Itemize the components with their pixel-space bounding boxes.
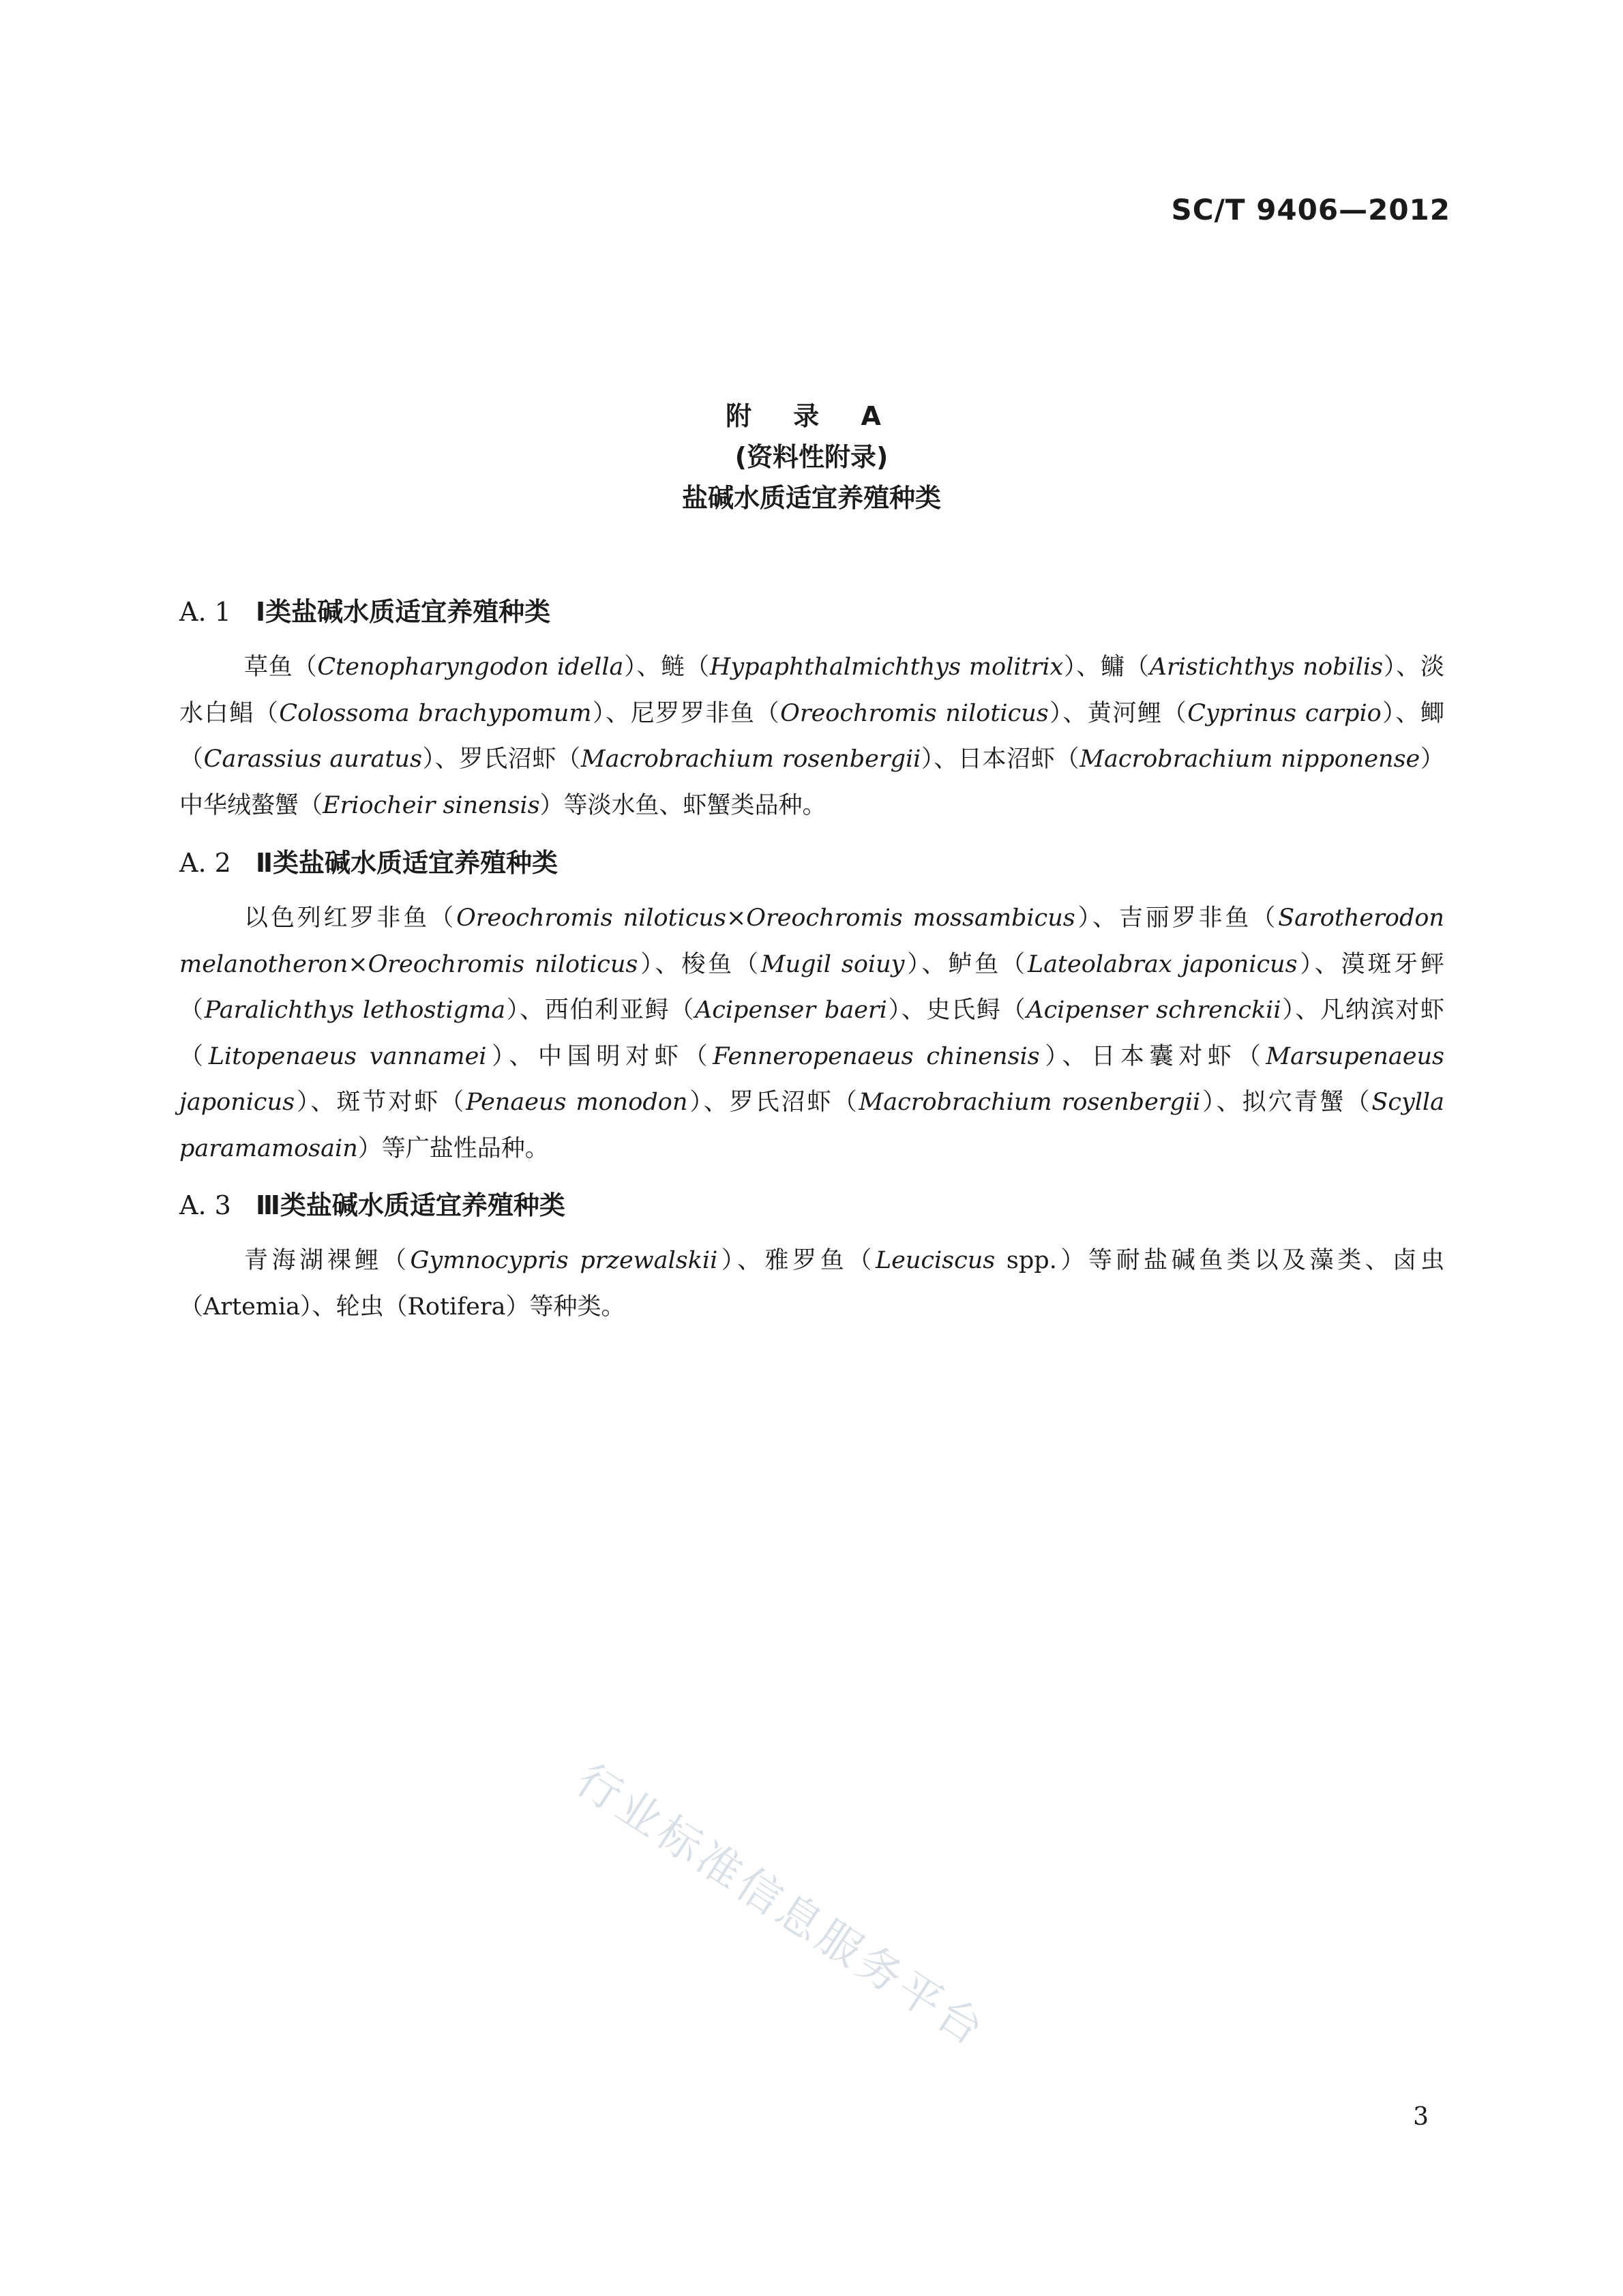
- scientific-name: Ctenopharyngodon idella: [317, 653, 624, 681]
- section-number: A. 2: [179, 848, 231, 878]
- standard-code: SC/T 9406—2012: [1171, 193, 1450, 226]
- body-text: ）、鲈鱼（: [904, 950, 1028, 978]
- scientific-name: Acipenser baeri: [694, 997, 887, 1024]
- scientific-name: Carassius auratus: [203, 746, 422, 773]
- body-text: ×: [726, 904, 747, 932]
- body-text: ）、日本囊对虾（: [1039, 1042, 1266, 1070]
- section-number: A. 1: [179, 597, 231, 627]
- body-text: ）中华绒螯蟹（: [179, 746, 1444, 819]
- annex-name: 盐碱水质适宜养殖种类: [681, 483, 941, 513]
- watermark: 行业标准信息服务平台: [567, 1754, 995, 2057]
- body-text: ）、拟穴青蟹（: [1200, 1089, 1372, 1116]
- body-text: ）等淡水鱼、虾蟹类品种。: [539, 791, 827, 819]
- body-text: ）、鲫（: [179, 699, 1444, 773]
- body-text: 草鱼（: [244, 653, 318, 681]
- section-body: [179, 1238, 1444, 1330]
- body-text: ）、鳙（: [1063, 653, 1150, 681]
- body-text: ）、漠斑牙鲆（: [179, 950, 1444, 1024]
- section-number: A. 3: [179, 1190, 231, 1220]
- body-text: ）、梭鱼（: [638, 950, 761, 978]
- body-text: ）、日本沼虾（: [921, 746, 1080, 773]
- scientific-name: Paralichthys lethostigma: [204, 997, 506, 1024]
- scientific-name: Colossoma brachypomum: [279, 699, 592, 727]
- section-heading: [179, 591, 1444, 632]
- scientific-name: Penaeus monodon: [466, 1089, 688, 1116]
- scientific-name: Oreochromis niloticus: [780, 699, 1049, 727]
- section-heading: [179, 1185, 1444, 1226]
- body-text: ×: [348, 950, 368, 978]
- body-text: ）、罗氏沼虾（: [421, 746, 581, 773]
- section-title: Ⅱ类盐碱水质适宜养殖种类: [256, 848, 559, 878]
- scientific-name: Oreochromis niloticus: [368, 950, 638, 978]
- scientific-name: Hypaphthalmichthys molitrix: [709, 653, 1064, 681]
- body-text: 以色列红罗非鱼（: [244, 904, 457, 932]
- scientific-name: Sarotherodon melanotheron: [179, 904, 1444, 978]
- body-text: ）、鲢（: [623, 653, 710, 681]
- section-a2: [179, 842, 1444, 1172]
- section-title: Ⅰ类盐碱水质适宜养殖种类: [256, 597, 551, 627]
- body-text: ）、雅罗鱼（: [717, 1247, 876, 1274]
- section-body: [179, 896, 1444, 1172]
- scientific-name: Fenneropenaeus chinensis: [713, 1042, 1040, 1070]
- scientific-name: Macrobrachium nipponense: [1079, 746, 1420, 773]
- scientific-name: Mugil soiuy: [760, 950, 905, 978]
- body-text: ）、西伯利亚鲟（: [505, 997, 695, 1024]
- body-text: ）、罗氏沼虾（: [687, 1089, 859, 1116]
- section-a3: [179, 1185, 1444, 1330]
- scientific-name: Cyprinus carpio: [1187, 699, 1382, 727]
- section-body: [179, 645, 1444, 829]
- body-text: ）、史氏鲟（: [887, 997, 1027, 1024]
- body-text: 青海湖裸鲤（: [244, 1247, 411, 1274]
- body-text: ）、斑节对虾（: [295, 1089, 466, 1116]
- scientific-name: Scylla paramamosain: [179, 1089, 1444, 1162]
- section-heading: [179, 842, 1444, 883]
- scientific-name: Oreochromis mossambicus: [746, 904, 1075, 932]
- scientific-name: Litopenaeus vannamei: [208, 1042, 487, 1070]
- scientific-name: Marsupenaeus japonicus: [179, 1042, 1444, 1116]
- scientific-name: Lateolabrax japonicus: [1027, 950, 1298, 978]
- scientific-name: Macrobrachium rosenbergii: [580, 746, 921, 773]
- body-text: ）、吉丽罗非鱼（: [1075, 904, 1279, 932]
- scientific-name: Acipenser schrenckii: [1026, 997, 1281, 1024]
- body-text: ）、淡水白鲳（: [179, 653, 1444, 727]
- scientific-name: Gymnocypris przewalskii: [410, 1247, 718, 1274]
- scientific-name: Aristichthys nobilis: [1149, 653, 1384, 681]
- section-a1: [179, 591, 1444, 829]
- body-text: ）、尼罗罗非鱼（: [591, 699, 781, 727]
- annex-type: (资料性附录): [734, 442, 889, 472]
- body-text: ）、凡纳滨对虾（: [179, 997, 1444, 1070]
- annex-heading: [0, 396, 1623, 518]
- annex-title: 附 录 A: [726, 401, 897, 431]
- body-text: ）等广盐性品种。: [357, 1134, 549, 1162]
- body-text: ）、黄河鲤（: [1048, 699, 1188, 727]
- section-title: Ⅲ类盐碱水质适宜养殖种类: [256, 1190, 565, 1220]
- body-text: spp.）等耐盐碱鱼类以及藻类、卤虫（Artemia）、轮虫（Rotifera）等种类。: [179, 1247, 1444, 1321]
- body-text: ）、中国明对虾（: [486, 1042, 713, 1070]
- scientific-name: Leuciscus: [875, 1247, 996, 1274]
- scientific-name: Eriocheir sinensis: [323, 791, 540, 819]
- page-number: 3: [1413, 2103, 1429, 2131]
- scientific-name: Macrobrachium rosenbergii: [859, 1089, 1201, 1116]
- scientific-name: Oreochromis niloticus: [456, 904, 726, 932]
